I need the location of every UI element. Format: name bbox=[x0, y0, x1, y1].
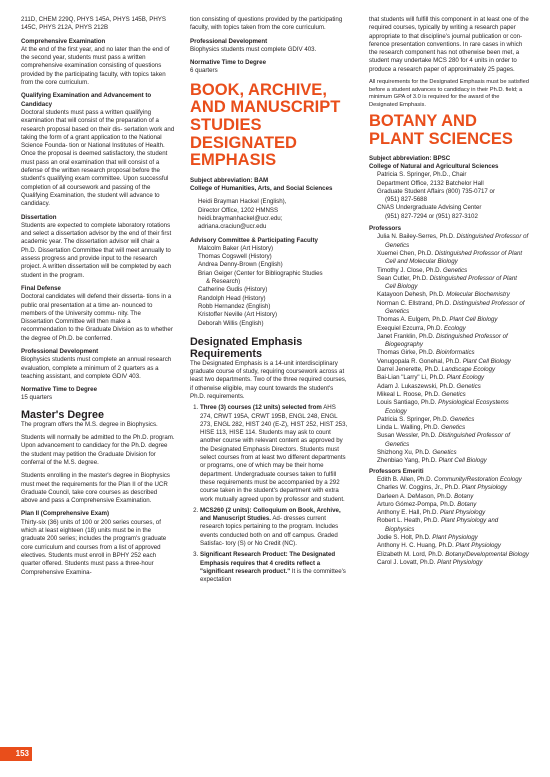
committee-member: Malcolm Baker (Art History) bbox=[198, 244, 274, 252]
bpsc-contact-line: Department Office, 2132 Batchelor Hall bbox=[377, 179, 484, 187]
qualifying-text: Doctoral students must pass a written qualifying examination that will consist of the preparation of a research proposal based on their dis- sertation work and taking the form of a grant application to the National Science Founda- tion or National Institutes of Health. Once the proposal is deemed satisfactory, the student must pass an oral examination that will consist of a defense of the written research proposal before the student's qualifying exam committee. Upon successful completion of all coursework and passing of the Qualifying Examination, the student will advance to candidacy. bbox=[21, 108, 175, 208]
emeritus-entry-field: Plant Physiology bbox=[432, 534, 478, 541]
professor-entry-field: Genetics bbox=[450, 415, 475, 423]
professor-entry-name: Mikeal L. Roose, Ph.D. bbox=[377, 390, 442, 398]
professor-entry-field: Genetics bbox=[441, 390, 466, 398]
col1-intro: 211D, CHEM 229Q, PHYS 145A, PHYS 145B, PHYS 145C, PHYS 212A, PHYS 212B bbox=[21, 16, 166, 32]
professor-entry bbox=[377, 325, 529, 333]
bam-contact-line: Director Office, 1202 HMNSS bbox=[198, 206, 279, 214]
bpsc-contact-line: Patricia S. Springer, Ph.D., Chair bbox=[377, 171, 467, 179]
emeritus-entry bbox=[377, 551, 529, 559]
professor-entry-field: Distinguished Professor of Plant Cell and Molecular Biology bbox=[385, 249, 523, 266]
bpsc-contact-line: (951) 827-7294 or (951) 827-3102 bbox=[385, 212, 478, 220]
masters-heading: Master's Degree bbox=[21, 408, 104, 421]
professor-entry-field: Bioinformatics bbox=[436, 349, 475, 357]
emeritus-entry bbox=[377, 509, 529, 517]
masters-text-2: Students will normally be admitted to the Ph.D. program. Upon advancement to candidacy for the Ph.D. degree the student may petition the Graduate Division for conferral of the M.S. degree. bbox=[21, 434, 175, 466]
emeritus-entry-field: Plant Physiology and Biophysics bbox=[385, 517, 499, 533]
emeritus-entry-name: Robert L. Heath, Ph.D. bbox=[377, 517, 441, 525]
professor-entry-field: Genetics bbox=[440, 424, 466, 432]
bam-subject: Subject abbreviation: BAM bbox=[190, 176, 269, 184]
col2-intro: tion consisting of questions provided by the participating faculty, with topics taken from the core curriculum. bbox=[190, 16, 343, 32]
emeritus-entry-name: Arturo Gómez-Pompa, Ph.D. bbox=[377, 500, 458, 508]
emeritus-entry-field: Plant Physiology bbox=[437, 558, 483, 566]
bpsc-contact bbox=[369, 171, 529, 221]
professor-entry bbox=[377, 300, 529, 317]
plan2-text: Thirty-six (36) units of 100 or 200 series courses, of which at least eighteen (18) units must be in the graduate 200 series; includes the program's graduate core curriculum and courses from a list of approved electives. Students must enroll in BPHY 252 each quarter offered. Students must pass a three-hour Comprehensive Examina- bbox=[21, 518, 167, 576]
committee-member: Deborah Willis (English) bbox=[198, 319, 264, 327]
bpsc-section-title: BOTANY AND PLANT SCIENCES bbox=[369, 112, 513, 149]
professor-entry-name: Shizhong Xu, Ph.D. bbox=[377, 449, 433, 457]
bpsc-subject: Subject abbreviation: BPSC bbox=[369, 154, 451, 162]
col3-intro: that students will fulfill this component in at least one of the required courses, typically by writing a research paper appropriate to that discipline's journal publication or con- ference presentation conventions. In rare cases in which the research component has not otherwise been met, a student may undertake MCS 280 for 4 units in order to produce a research paper of approximately 25 pages. bbox=[369, 16, 529, 73]
bam-requirements-heading: Designated Emphasis Requirements bbox=[190, 335, 303, 360]
bam-committee-heading: Advisory Committee & Participating Faculty bbox=[190, 236, 318, 244]
emeritus-entry-name: Anthony E. Hall, Ph.D. bbox=[377, 509, 440, 517]
committee-member: Kristoffer Neville (Art History) bbox=[198, 311, 278, 319]
professor-entry-name: Thomas A. Eulgem, Ph.D. bbox=[377, 316, 450, 324]
bam-section-title: BOOK, ARCHIVE, AND MANUSCRIPT STUDIES DESIGNATED EMPHASIS bbox=[190, 80, 341, 170]
masters-text-1: The program offers the M.S. degree in Biophysics. bbox=[21, 420, 158, 428]
comprehensive-text: At the end of the first year, and no later than the end of the second year, students must pass a written comprehensive examination consisting of questions provided by the participating faculty, with topics taken from the core curriculum. bbox=[21, 45, 170, 87]
emeritus-entry-name: Elizabeth M. Lord, Ph.D. bbox=[377, 550, 446, 558]
professor-entry-name: Patricia S. Springer, Ph.D. bbox=[377, 415, 451, 423]
committee-member: Robb Hernandez (English) bbox=[198, 302, 271, 310]
professor-entry-name: Adam J. Lukaszewski, Ph.D. bbox=[377, 382, 457, 390]
emeritus-entry bbox=[377, 559, 529, 567]
emeritus-entry-field: Community/Restoration Ecology bbox=[434, 475, 522, 483]
bam-requirements-list bbox=[190, 404, 349, 584]
dissertation-heading: Dissertation bbox=[21, 213, 57, 221]
committee-member: & Research) bbox=[206, 278, 241, 286]
emeritus-entry-name: Jodie S. Holt, Ph.D. bbox=[377, 534, 433, 541]
bam-contact-line: Heidi Brayman Hackel (English), bbox=[198, 198, 287, 206]
bam-normative-heading: Normative Time to Degree bbox=[190, 59, 266, 67]
prof-dev-heading: Professional Development bbox=[21, 347, 99, 355]
bam-requirements-text: The Designated Emphasis is a 14-unit interdisciplinary graduate course of study, requiring coursework across at least two departments. Two of the three required courses, if otherwise eligible, may count towards the student's Ph.D. requirements. bbox=[190, 359, 347, 400]
plan2-heading: Plan II (Comprehensive Exam) bbox=[21, 510, 110, 518]
emeritus-entry bbox=[377, 542, 529, 550]
prof-dev-text: Biophysics students must complete an annual research evaluation, complete a minimum of 2 quarters as a teaching assistant, and complete GDIV 403. bbox=[21, 356, 172, 380]
professor-entry-field: Genetics bbox=[432, 449, 457, 457]
emeritus-entry-field: Plant Physiology bbox=[439, 509, 486, 517]
professor-entry-name: Norman C. Ellstrand, Ph.D. bbox=[377, 299, 453, 307]
professor-entry bbox=[377, 250, 529, 267]
professor-entry bbox=[377, 424, 529, 432]
bpsc-college: College of Natural and Agricultural Sciences bbox=[369, 162, 499, 170]
professor-entry-name: Venugopala R. Gonehal, Ph.D. bbox=[377, 357, 463, 365]
committee-member: Brian Geiger (Center for Bibliographic Studies bbox=[198, 269, 323, 277]
professor-entry-name: Katayoon Dehesh, Ph.D. bbox=[377, 291, 447, 299]
professor-entry bbox=[377, 267, 529, 275]
emeritus-entry-field: Plant Physiology bbox=[461, 484, 508, 492]
professor-entry-field: Plant Cell Biology bbox=[462, 357, 511, 365]
bam-college: College of Humanities, Arts, and Social Sciences bbox=[190, 185, 333, 193]
requirement-item-bold: Three (3) courses (12 units) selected from bbox=[200, 404, 322, 412]
final-defense-heading: Final Defense bbox=[21, 284, 61, 292]
emeriti-heading: Professors Emeriti bbox=[369, 467, 424, 475]
column-3 bbox=[369, 16, 529, 567]
professor-entry bbox=[377, 333, 529, 350]
bam-contact-line[interactable]: heidi.braymanhackel@ucr.edu; bbox=[198, 214, 283, 222]
emeritus-entry-field: Botany bbox=[457, 500, 477, 508]
professor-entry-field: Genetics bbox=[456, 382, 481, 390]
professor-entry-name: Louis Santiago, Ph.D. bbox=[377, 399, 439, 407]
bpsc-contact-line: Graduate Student Affairs (800) 735-0717 or bbox=[377, 187, 495, 195]
professor-entry bbox=[377, 391, 529, 399]
professor-entry-name: Darrel Jenerette, Ph.D. bbox=[377, 366, 442, 374]
professor-entry-name: Julia N. Bailey-Serres, Ph.D. bbox=[377, 233, 457, 241]
professor-entry-name: Susan Wessler, Ph.D. bbox=[377, 432, 439, 440]
column-2 bbox=[190, 16, 349, 588]
professor-entry-field: Genetics bbox=[442, 266, 468, 274]
requirement-item bbox=[200, 404, 349, 504]
column-1 bbox=[21, 16, 175, 577]
professor-entry bbox=[377, 291, 529, 299]
requirement-item-text: AHS 274, CRWT 195A, CRWT 195B, ENGL 248, ENGL 273, ENGL 282, HIST 240 (E-Z), HIST 252, HIST 253, HISE 113, HISE 114. Students may ask to count another course with relevant content as approved by the Designated Emphasis Directors. Students must select courses from at least two different departments or programs, one of which may be their home department. Undergraduate courses taken to fulfill these requirements must be accompanied by a 292 course taken in the student's department with extra work mutually agreed upon by professor and student. bbox=[200, 404, 348, 503]
requirement-item-bold: Significant Research Product: The Designated Emphasis requires that 4 credits reflect a "significant research product." bbox=[200, 551, 336, 575]
committee-member: Catherine Gudis (History) bbox=[198, 286, 268, 294]
professor-entry bbox=[377, 358, 529, 366]
professor-entry-field: Distinguished Professor of Genetics bbox=[385, 233, 529, 249]
professor-entry bbox=[377, 366, 529, 374]
emeritus-entry-name: Darleen A. DeMason, Ph.D. bbox=[377, 492, 455, 500]
committee-member: Thomas Cogswell (History) bbox=[198, 253, 272, 261]
bam-prof-dev-text: Biophysics students must complete GDIV 403. bbox=[190, 45, 317, 53]
professor-entry-name: Linda L. Walling, Ph.D. bbox=[377, 424, 441, 432]
committee-member: Andrea Denny-Brown (English) bbox=[198, 261, 283, 269]
professor-entry-name: Thomas Girke, Ph.D. bbox=[377, 349, 437, 357]
final-defense-text: Doctoral candidates will defend their disserta- tions in a public oral presentation at a time an- nounced to members of the University commu- nity. The Dissertation Committee will then make a recommendation to the Graduate Division as to whether the degree of Ph.D. be conferred. bbox=[21, 293, 173, 342]
emeritus-entry-name: Charles W. Coggins, Jr., Ph.D. bbox=[377, 484, 462, 492]
emeritus-entry bbox=[377, 534, 529, 542]
bpsc-contact-line: CNAS Undergraduate Advising Center bbox=[377, 204, 482, 212]
bam-contact-line[interactable]: adriana.craciun@ucr.edu bbox=[198, 223, 267, 231]
bam-contact bbox=[190, 198, 349, 231]
emeritus-entry-name: Edith B. Allen, Ph.D. bbox=[377, 475, 435, 483]
requirement-item bbox=[200, 551, 349, 584]
professor-entry-field: Distinguished Professor of Genetics bbox=[385, 299, 525, 315]
bam-prof-dev-heading: Professional Development bbox=[190, 37, 268, 45]
bam-committee-list bbox=[190, 245, 349, 328]
professor-entry bbox=[377, 374, 529, 382]
professor-entry bbox=[377, 349, 529, 357]
normative-text: 15 quarters bbox=[21, 394, 53, 402]
professor-entry bbox=[377, 457, 529, 465]
professor-entry bbox=[377, 275, 529, 292]
qualifying-heading: Qualifying Examination and Advancement to Candidacy bbox=[21, 92, 152, 108]
emeritus-entry-field: Plant Physiology bbox=[455, 542, 501, 550]
professor-entry bbox=[377, 316, 529, 324]
page-number: 153 bbox=[0, 747, 32, 761]
gpa-note: All requirements for the Designated Emphasis must be satisfied before a student advances to candidacy in their Ph.D. field; a minimum GPA of 3.0 is required for the award of the Designated Emphasis. bbox=[369, 79, 529, 108]
emeritus-entry-field: Botany bbox=[454, 492, 474, 500]
professor-entry bbox=[377, 449, 529, 457]
bpsc-contact-line: (951) 827-5688 bbox=[385, 196, 427, 204]
emeritus-entry bbox=[377, 501, 529, 509]
professor-entry-field: Distinguished Professor of Biogeography bbox=[385, 332, 508, 349]
professor-entry-name: Timothy J. Close, Ph.D. bbox=[377, 266, 443, 274]
professor-entry-field: Plant Cell Biology bbox=[449, 316, 498, 324]
professor-entry bbox=[377, 399, 529, 416]
masters-text-3: Students enrolling in the master's degree in Biophysics must meet the requirements for the Plan II of the UCR Graduate Council, take core courses as described above and pass a Comprehensive Examination. bbox=[21, 472, 170, 505]
emeritus-entry bbox=[377, 476, 529, 484]
professor-entry-field: Distinguished Professor of Plant Cell Biology bbox=[385, 274, 517, 291]
committee-member: Randolph Head (History) bbox=[198, 294, 266, 302]
emeritus-entry-field: Botany/Developmental Biology bbox=[445, 550, 529, 558]
emeritus-entry bbox=[377, 493, 529, 501]
comprehensive-heading: Comprehensive Examination bbox=[21, 37, 106, 45]
professor-entry-field: Physiological Ecosystems Ecology bbox=[385, 399, 509, 415]
professor-entry bbox=[377, 233, 529, 250]
professor-entry-name: Janet Franklin, Ph.D. bbox=[377, 332, 437, 340]
professor-entry bbox=[377, 383, 529, 391]
emeritus-entry bbox=[377, 484, 529, 492]
emeritus-entry bbox=[377, 517, 529, 534]
requirement-item bbox=[200, 507, 349, 548]
professor-entry-name: Sean Cutler, Ph.D. bbox=[377, 274, 430, 282]
professor-entry-field: Landscape Ecology bbox=[441, 366, 496, 374]
dissertation-text: Students are expected to complete laboratory rotations and select a dissertation advisor by the end of their first academic year. The dissertation advisor will chair a Ph.D. Dissertation Committee that will meet annually to assess progress and provide input to the research project. A written dissertation will be completed by each student in the program. bbox=[21, 221, 172, 279]
requirement-item-bold: MCS260 (2 units): Colloquium on Book, Archive, and Manuscript Studies. bbox=[200, 506, 341, 523]
emeriti-list bbox=[369, 476, 529, 567]
professor-entry-name: Bai-Lian "Larry" Li, Ph.D. bbox=[377, 374, 447, 382]
professor-entry-field: Distinguished Professor of Genetics bbox=[385, 432, 511, 448]
emeritus-entry-name: Anthony H. C. Huang, Ph.D. bbox=[377, 542, 456, 550]
professor-entry-field: Molecular Biochemistry bbox=[446, 291, 510, 299]
professor-entry-name: Exequiel Ezcurra, Ph.D. bbox=[377, 324, 444, 332]
requirement-item-text: It is the committee's expectation bbox=[200, 567, 346, 584]
professor-entry bbox=[377, 416, 529, 424]
professor-entry-name: Xuemei Chen, Ph.D. bbox=[377, 249, 435, 257]
professor-entry-field: Ecology bbox=[443, 324, 466, 332]
professor-entry-name: Zhenbiao Yang, Ph.D. bbox=[377, 457, 439, 465]
professors-list bbox=[369, 233, 529, 465]
bam-normative-text: 6 quarters bbox=[190, 67, 218, 75]
professor-entry-field: Plant Ecology bbox=[446, 374, 485, 382]
professor-entry-field: Plant Cell Biology bbox=[438, 457, 487, 465]
emeritus-entry-name: Carol J. Lovatt, Ph.D. bbox=[377, 558, 438, 566]
requirement-item-text: Ad- dresses current research topics pertaining to the program. Includes events conducted both on and off campus. Graded Satisfac- tory (S) or No Credit (NC). bbox=[200, 515, 339, 548]
professor-entry bbox=[377, 432, 529, 449]
normative-heading: Normative Time to Degree bbox=[21, 386, 97, 394]
professors-heading: Professors bbox=[369, 225, 402, 233]
